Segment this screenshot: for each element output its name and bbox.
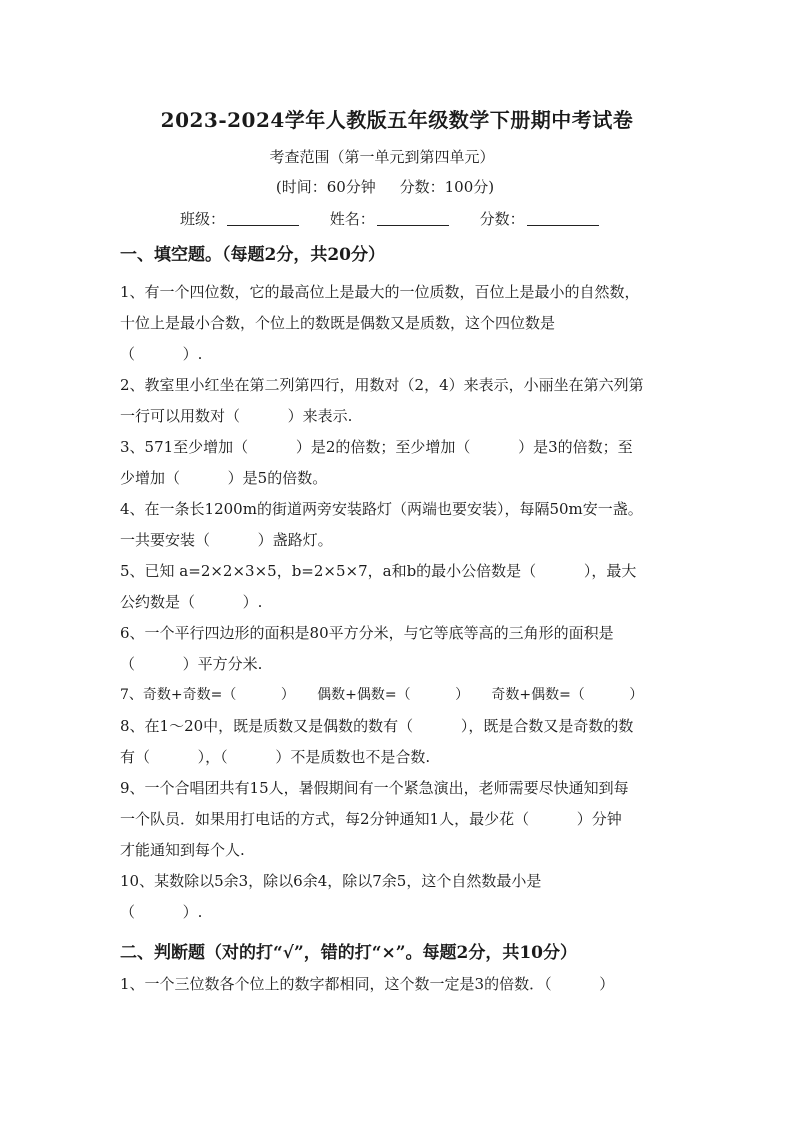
section-true-false-heading: 二、判断题（对的打“√”，错的打“×”。每题2分，共10分） xyxy=(120,943,578,963)
score-label: 分数： xyxy=(479,210,525,228)
question-line: 7、奇数+奇数=（ ） 偶数+偶数=（ ） 奇数+偶数=（ ） xyxy=(120,687,644,703)
question-line: 2、教室里小红坐在第二列第四行，用数对（2，4）来表示，小丽坐在第六列第 xyxy=(120,376,644,394)
question-line: （ ）平方分米. xyxy=(120,655,263,673)
class-field xyxy=(180,208,299,229)
exam-title: 2023-2024学年人教版五年级数学下册期中考试卷 xyxy=(160,108,634,132)
question-line: （ ）. xyxy=(120,345,203,363)
question-line: 3、571至少增加（ ）是2的倍数；至少增加（ ）是3的倍数；至 xyxy=(120,438,633,456)
score-blank[interactable] xyxy=(527,211,599,226)
question-line: 9、一个合唱团共有15人，暑假期间有一个紧急演出，老师需要尽快通知到每 xyxy=(120,779,629,797)
class-blank[interactable] xyxy=(227,211,299,226)
question-line: （ ）. xyxy=(120,903,203,921)
question-line: 才能通知到每个人. xyxy=(120,841,245,859)
question-line: 一共要安装（ ）盏路灯。 xyxy=(120,531,333,549)
question-line: 1、有一个四位数，它的最高位上是最大的一位质数，百位上是最小的自然数， xyxy=(120,283,640,301)
name-field xyxy=(330,208,449,229)
student-info-row xyxy=(180,208,625,229)
exam-scope: 考查范围（第一单元到第四单元） xyxy=(269,148,495,166)
question-line: 一行可以用数对（ ）来表示. xyxy=(120,407,353,425)
question-line: 5、已知 a=2×2×3×5，b=2×5×7，a和b的最小公倍数是（ ），最大 xyxy=(120,562,637,580)
question-line: 一个队员．如果用打电话的方式，每2分钟通知1人，最少花（ ）分钟 xyxy=(120,810,622,828)
question-line: 10、某数除以5余3，除以6余4，除以7余5，这个自然数最小是 xyxy=(120,872,542,890)
question-line: 6、一个平行四边形的面积是80平方分米，与它等底等高的三角形的面积是 xyxy=(120,624,614,642)
question-line: 公约数是（ ）. xyxy=(120,593,263,611)
exam-time-score: (时间：60分钟 分数：100分) xyxy=(275,178,495,196)
score-field xyxy=(480,208,599,229)
name-blank[interactable] xyxy=(377,211,449,226)
question-line: 8、在1～20中，既是质数又是偶数的数有（ ），既是合数又是奇数的数 xyxy=(120,717,634,735)
name-label: 姓名： xyxy=(329,210,375,228)
question-line: 4、在一条长1200m的街道两旁安装路灯（两端也要安装），每隔50m安一盏。 xyxy=(120,500,643,518)
question-line: 1、一个三位数各个位上的数字都相同，这个数一定是3的倍数．（ ） xyxy=(120,975,615,993)
section-fill-blank-heading: 一、填空题。（每题2分，共20分） xyxy=(120,245,385,265)
question-line: 有（ ），（ ）不是质数也不是合数. xyxy=(120,748,431,766)
question-line: 少增加（ ）是5的倍数。 xyxy=(120,469,328,487)
class-label: 班级： xyxy=(180,210,226,228)
question-line: 十位上是最小合数，个位上的数既是偶数又是质数，这个四位数是 xyxy=(120,314,556,332)
